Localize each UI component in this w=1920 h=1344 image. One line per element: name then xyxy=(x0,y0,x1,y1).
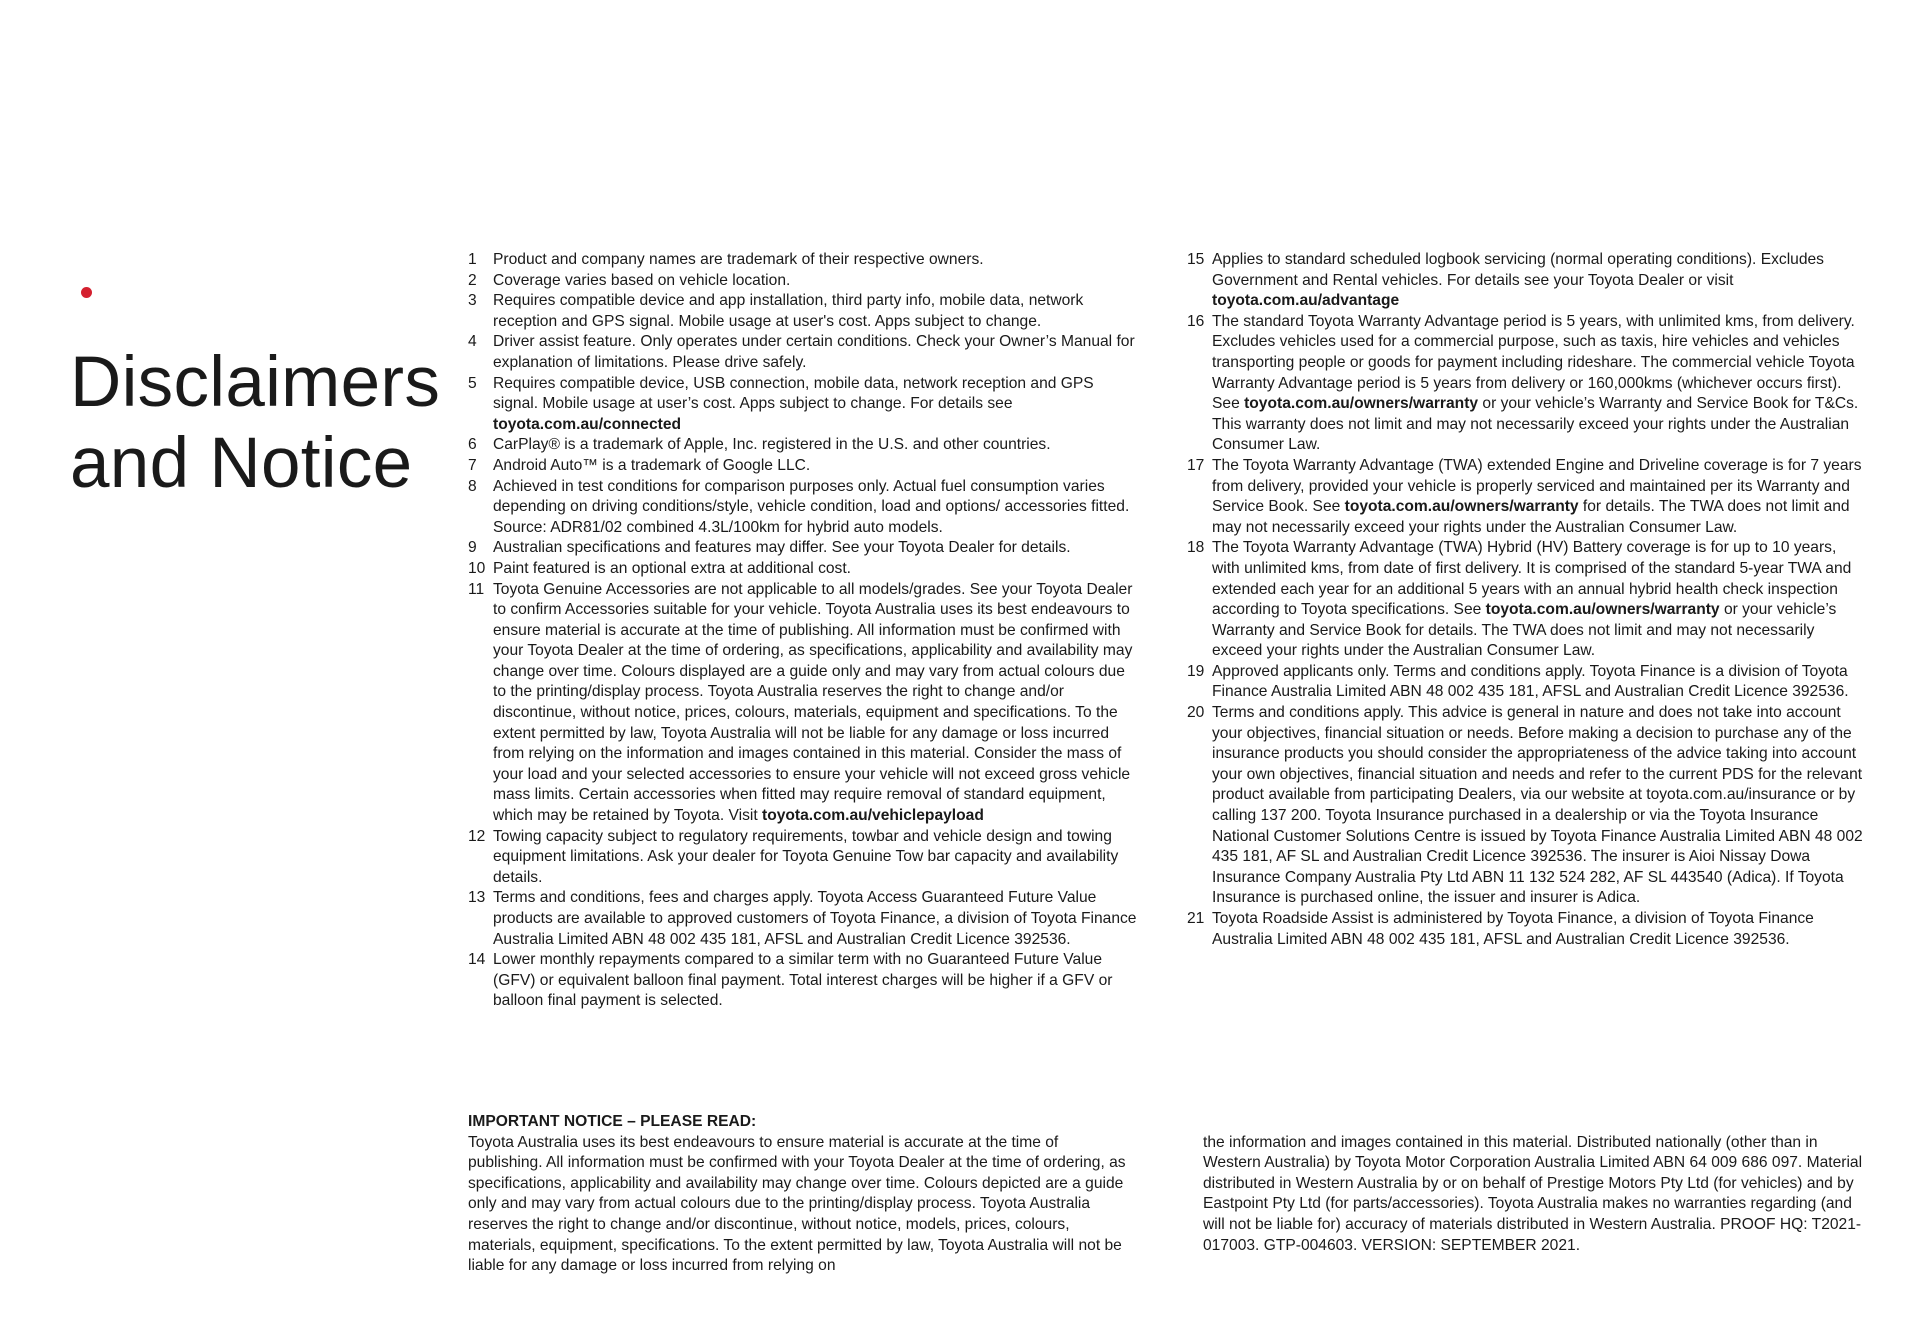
footnote-link-text: toyota.com.au/connected xyxy=(493,415,682,433)
footnote-item xyxy=(468,435,1140,456)
footnote-link-text: toyota.com.au/advantage xyxy=(1212,292,1400,310)
footnote-text xyxy=(1212,456,1867,538)
page-title xyxy=(70,342,440,504)
footnote-item xyxy=(1187,909,1867,950)
footnote-item xyxy=(1187,538,1867,662)
footnote-item xyxy=(468,374,1140,436)
footnote-item xyxy=(1187,703,1867,909)
footnote-text xyxy=(493,950,1140,1012)
footnote-text-segment: Terms and conditions apply. This advice is general in nature and does not take into account your objectives, financial situation or needs. Before making a decision to purchase any of the insurance products you should consider the appropriateness of the advice taking into account your own objectives, financial situation and needs and refer to the current PDS for the relevant product available from participating Dealers, via our website at toyota.com.au/insurance or by calling 137 200. Toyota Insurance purchased in a dealership or via the Toyota Insurance National Customer Solutions Centre is issued by Toyota Finance Australia Limited ABN 48 002 435 181, AF SL and Australian Credit Licence 392536. The insurer is Aioi Nissay Dowa Insurance Company Australia Pty Ltd ABN 11 132 524 282, AF SL 443540 (Adica). If Toyota Insurance is purchased online, the issuer and insurer is Adica. xyxy=(1212,704,1863,907)
footnote-number: 5 xyxy=(468,374,477,392)
footnote-number: 10 xyxy=(468,559,486,577)
notice-columns xyxy=(468,1133,1868,1277)
notice-right-text: the information and images contained in this material. Distributed nationally (other than in Western Australia) by Toyota Motor Corporation Australia Limited ABN 64 009 686 097. Material distributed in Western Australia by or on behalf of Prestige Motors Pty Ltd (for vehicles) and by Eastpoint Pty Ltd (for parts/accessories). Toyota Australia makes no warranties regarding (and will not be liable for) accuracy of materials distributed in Western Australia. PROOF HQ: T2021-017003. GTP-004603. VERSION: SEPTEMBER 2021. xyxy=(1203,1133,1863,1254)
footnote-text-segment: or your vehicle’s Warranty and Service Book for T&Cs. This warranty does not limit and may not necessarily exceed your rights under the Australian Consumer Law. xyxy=(1212,395,1859,454)
footnote-item xyxy=(1187,312,1867,456)
footnote-item xyxy=(468,291,1140,332)
footnote-link-text: toyota.com.au/owners/warranty xyxy=(1344,498,1579,516)
footnote-text xyxy=(1212,312,1867,456)
footnote-number: 13 xyxy=(468,889,486,907)
footnote-text-segment: Android Auto™ is a trademark of Google LLC. xyxy=(493,456,811,474)
footnote-text xyxy=(493,456,1140,477)
footnote-text-segment: Australian specifications and features may differ. See your Toyota Dealer for details. xyxy=(493,539,1071,557)
footnote-link-text: toyota.com.au/owners/warranty xyxy=(1485,601,1720,619)
footnote-item xyxy=(468,271,1140,292)
footnote-number: 7 xyxy=(468,456,477,474)
footnote-text-segment: The standard Toyota Warranty Advantage period is 5 years, with unlimited kms, from delivery. Excludes vehicles used for a commercial purpose, such as taxis, hire vehicles and vehicles transporting people or goods for payment including rideshare. The commercial vehicle Toyota Warranty Advantage period is 5 years from delivery or 160,000kms (whichever occurs first). See xyxy=(1212,312,1855,413)
footnote-text-segment: Approved applicants only. Terms and conditions apply. Toyota Finance is a division of Toyota Finance Australia Limited ABN 48 002 435 181, AFSL and Australian Credit Licence 392536. xyxy=(1212,662,1849,701)
footnote-number: 16 xyxy=(1187,312,1205,330)
footnote-text xyxy=(493,827,1140,889)
footnote-number: 17 xyxy=(1187,456,1205,474)
footnote-text-segment: Requires compatible device and app installation, third party info, mobile data, network reception and GPS signal. Mobile usage at user's cost. Apps subject to change. xyxy=(493,292,1084,330)
footnote-text-segment: Toyota Genuine Accessories are not applicable to all models/grades. See your Toyota Dealer to confirm Accessories suitable for your vehicle. Toyota Australia uses its best endeavours to ensure material is accurate at the time of publishing. All information must be confirmed with your Toyota Dealer at the time of ordering, as specifications, applicability and availability may change over time. Colours displayed are a guide only and may vary from actual colours due to the printing/display process. Toyota Australia reserves the right to change and/or discontinue, without notice, prices, colours, materials, equipment and specifications. To the extent permitted by law, Toyota Australia will not be liable for any damage or loss incurred from relying on the information and images contained in this material. Consider the mass of your load and your selected accessories to ensure your vehicle will not exceed gross vehicle mass limits. Certain accessories when fitted may require removal of standard equipment, which may be retained by Toyota. Visit xyxy=(493,580,1133,825)
footnote-item xyxy=(1187,456,1867,538)
footnote-text xyxy=(493,538,1140,559)
footnote-text xyxy=(493,374,1140,436)
footnote-item xyxy=(1187,250,1867,312)
footnote-number: 15 xyxy=(1187,251,1205,268)
footnote-item xyxy=(468,580,1140,827)
footnote-text xyxy=(1212,538,1867,662)
footnote-text xyxy=(493,888,1140,950)
notice-title: IMPORTANT NOTICE – PLEASE READ: xyxy=(468,1113,757,1130)
footnote-text xyxy=(493,291,1140,332)
page-title-line-2: and Notice xyxy=(70,424,413,503)
footnote-item xyxy=(468,827,1140,889)
page-title-line-1: Disclaimers xyxy=(70,343,441,422)
accent-dot xyxy=(81,287,92,298)
footnote-text xyxy=(493,250,1140,271)
footnote-number: 12 xyxy=(468,827,486,845)
footnote-number: 21 xyxy=(1187,910,1205,927)
footnote-item xyxy=(468,888,1140,950)
footnote-text xyxy=(493,271,1140,292)
footnote-text xyxy=(493,477,1140,539)
footnote-text-segment: The Toyota Warranty Advantage (TWA) extended Engine and Driveline coverage is for 7 years from delivery, provided your vehicle is properly serviced and maintained per its Warranty and Service Book. See xyxy=(1212,456,1862,516)
footnote-text-segment: Toyota Roadside Assist is administered by Toyota Finance, a division of Toyota Finance Australia Limited ABN 48 002 435 181, AFSL and Australian Credit Licence 392536. xyxy=(1212,910,1814,948)
footnote-number: 9 xyxy=(468,539,477,557)
footnote-text xyxy=(493,580,1140,827)
footnote-link-text: toyota.com.au/owners/warranty xyxy=(1244,395,1479,413)
footnote-text-segment: Applies to standard scheduled logbook servicing (normal operating conditions). Excludes Government and Rental vehicles. For details see your Toyota Dealer or visit xyxy=(1212,251,1824,289)
footnote-number: 18 xyxy=(1187,539,1205,557)
footnote-text xyxy=(1212,662,1867,703)
footnote-text-segment: Towing capacity subject to regulatory requirements, towbar and vehicle design and towing equipment limitations. Ask your dealer for Toyota Genuine Tow bar capacity and availability details. xyxy=(493,827,1119,886)
footnote-text-segment: Coverage varies based on vehicle location. xyxy=(493,271,791,289)
footnote-text-segment: for details. The TWA does not limit and may not necessarily exceed your rights under the Australian Consumer Law. xyxy=(1212,498,1850,536)
footnote-text xyxy=(1212,703,1867,909)
footnote-number: 8 xyxy=(468,477,477,495)
footnote-number: 3 xyxy=(468,292,477,310)
footnote-text xyxy=(1212,250,1867,312)
footnote-item xyxy=(468,456,1140,477)
footnotes-left-column xyxy=(468,250,1140,1012)
footnote-text-segment: Terms and conditions, fees and charges apply. Toyota Access Guaranteed Future Value products are available to approved customers of Toyota Finance, a division of Toyota Finance Australia Limited ABN 48 002 435 181, AFSL and Australian Credit Licence 392536. xyxy=(493,889,1137,948)
notice-left-text: Toyota Australia uses its best endeavours to ensure material is accurate at the time of publishing. All information must be confirmed with your Toyota Dealer at the time of ordering, as specifications, applicability and availability may change over time. Colours depicted are a guide only and may vary from actual colours due to the printing/display process. Toyota Australia reserves the right to change and/or discontinue, without notice, models, prices, colours, materials, equipment, specifications. To the extent permitted by law, Toyota Australia will not be liable for any damage or loss incurred from relying on xyxy=(468,1133,1126,1275)
footnotes-right-column xyxy=(1187,250,1867,950)
footnote-number: 19 xyxy=(1187,662,1205,680)
footnote-link-text: toyota.com.au/vehiclepayload xyxy=(762,807,984,825)
footnote-text-segment: or your vehicle’s Warranty and Service Book for details. The TWA does not limit and may not necessarily exceed your rights under the Australian Consumer Law. xyxy=(1212,601,1837,660)
footnote-text-segment: CarPlay® is a trademark of Apple, Inc. registered in the U.S. and other countries. xyxy=(493,436,1051,454)
footnote-number: 6 xyxy=(468,436,477,454)
important-notice xyxy=(468,1112,1868,1277)
footnote-text-segment: Paint featured is an optional extra at additional cost. xyxy=(493,559,852,577)
footnote-item xyxy=(468,538,1140,559)
footnote-item xyxy=(468,559,1140,580)
footnote-text xyxy=(1212,909,1867,950)
footnote-number: 4 xyxy=(468,333,477,351)
footnote-item xyxy=(1187,662,1867,703)
footnote-number: 2 xyxy=(468,271,477,289)
footnote-number: 1 xyxy=(468,251,477,268)
footnote-number: 14 xyxy=(468,951,486,969)
footnote-text-segment: Achieved in test conditions for comparison purposes only. Actual fuel consumption varies depending on driving conditions/style, vehicle condition, load and options/ accessories fitted. Source: ADR81/02 combined 4.3L/100km for hybrid auto models. xyxy=(493,477,1130,536)
footnote-text-segment: Requires compatible device, USB connection, mobile data, network reception and GPS signal. Mobile usage at user’s cost. Apps subject to change. For details see xyxy=(493,374,1094,413)
footnote-text xyxy=(493,435,1140,456)
footnote-text-segment: Lower monthly repayments compared to a similar term with no Guaranteed Future Value (GFV) or equivalent balloon final payment. Total interest charges will be higher if a GFV or balloon final payment is selected. xyxy=(493,951,1113,1010)
footnote-text xyxy=(493,332,1140,373)
footnote-item xyxy=(468,950,1140,1012)
footnote-number: 20 xyxy=(1187,704,1205,722)
footnote-item xyxy=(468,250,1140,271)
footnote-text xyxy=(493,559,1140,580)
footnote-item xyxy=(468,477,1140,539)
footnote-number: 11 xyxy=(468,580,485,598)
footnote-text-segment: Driver assist feature. Only operates under certain conditions. Check your Owner’s Manual for explanation of limitations. Please drive safely. xyxy=(493,333,1135,371)
footnote-text-segment: The Toyota Warranty Advantage (TWA) Hybrid (HV) Battery coverage is for up to 10 years, with unlimited kms, from date of first delivery. It is comprised of the standard 5-year TWA and extended each year for an additional 5 years with an annual hybrid health check inspection according to Toyota specifications. See xyxy=(1212,539,1852,619)
footnote-text-segment: Product and company names are trademark of their respective owners. xyxy=(493,251,984,268)
footnote-item xyxy=(468,332,1140,373)
